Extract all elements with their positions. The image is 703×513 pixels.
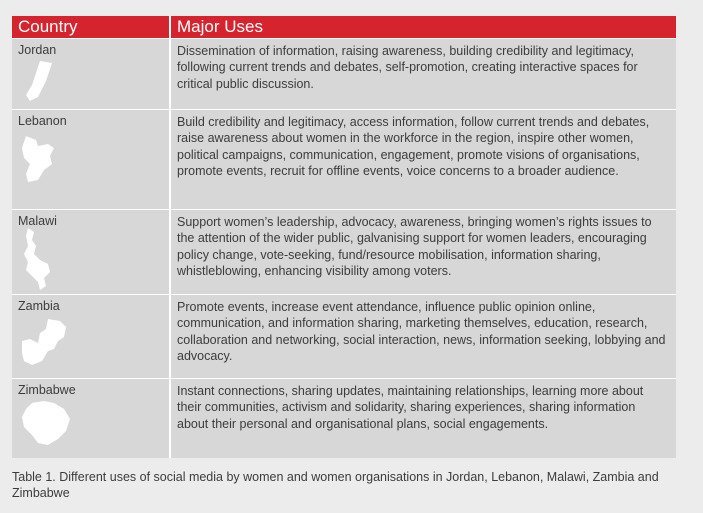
jordan-map-icon	[18, 59, 58, 103]
table-row	[12, 209, 676, 294]
uses-cell: Support women’s leadership, advocacy, awareness, bringing women’s rights issues to the attention of the wider public, galvanising support for women leaders, encouraging policy change, vote-seeking, fund/resource mobilisation, information sharing, whistleblowing, enhancing visibility among voters.	[171, 210, 676, 294]
zambia-map-icon	[18, 317, 72, 367]
table-row	[12, 378, 676, 458]
country-name: Jordan	[18, 43, 57, 57]
country-cell	[12, 210, 171, 294]
country-cell	[12, 379, 171, 458]
uses-cell: Instant connections, sharing updates, maintaining relationships, learning more about their communities, activism and solidarity, sharing experiences, sharing information about their personal and organisational plans, social engagements.	[171, 379, 676, 458]
country-name: Zambia	[18, 299, 60, 313]
header-major-uses: Major Uses	[177, 17, 263, 36]
uses-cell: Dissemination of information, raising awareness, building credibility and legitimacy, following current trends and debates, self-promotion, creating interactive spaces for critical public discussion.	[171, 39, 676, 109]
lebanon-map-icon	[18, 134, 62, 184]
table-row	[12, 109, 676, 209]
uses-table	[12, 16, 676, 458]
uses-cell: Promote events, increase event attendance, influence public opinion online, communication, and information sharing, marketing themselves, education, research, collaboration and networking, social interaction, news, information seeking, lobbying and advocacy.	[171, 295, 676, 378]
header-country: Country	[12, 16, 171, 38]
table-caption: Table 1. Different uses of social media by women and women organisations in Jordan, Lebanon, Malawi, Zambia and Zimbabwe	[12, 470, 659, 500]
country-cell	[12, 110, 171, 209]
malawi-map-icon	[18, 226, 58, 292]
country-name: Malawi	[18, 214, 57, 228]
table-row	[12, 38, 676, 109]
country-name: Zimbabwe	[18, 383, 76, 397]
country-cell	[12, 295, 171, 378]
table-header	[12, 16, 676, 38]
table-row	[12, 294, 676, 378]
country-name: Lebanon	[18, 114, 67, 128]
uses-cell: Build credibility and legitimacy, access information, follow current trends and debates, raise awareness about women in the workforce in the region, inspire other women, political campaigns, communication, engagement, promote visions of organisations, promote events, recruit for offline events, voice concerns to a broader audience.	[171, 110, 676, 209]
zimbabwe-map-icon	[18, 399, 74, 449]
country-cell	[12, 39, 171, 109]
